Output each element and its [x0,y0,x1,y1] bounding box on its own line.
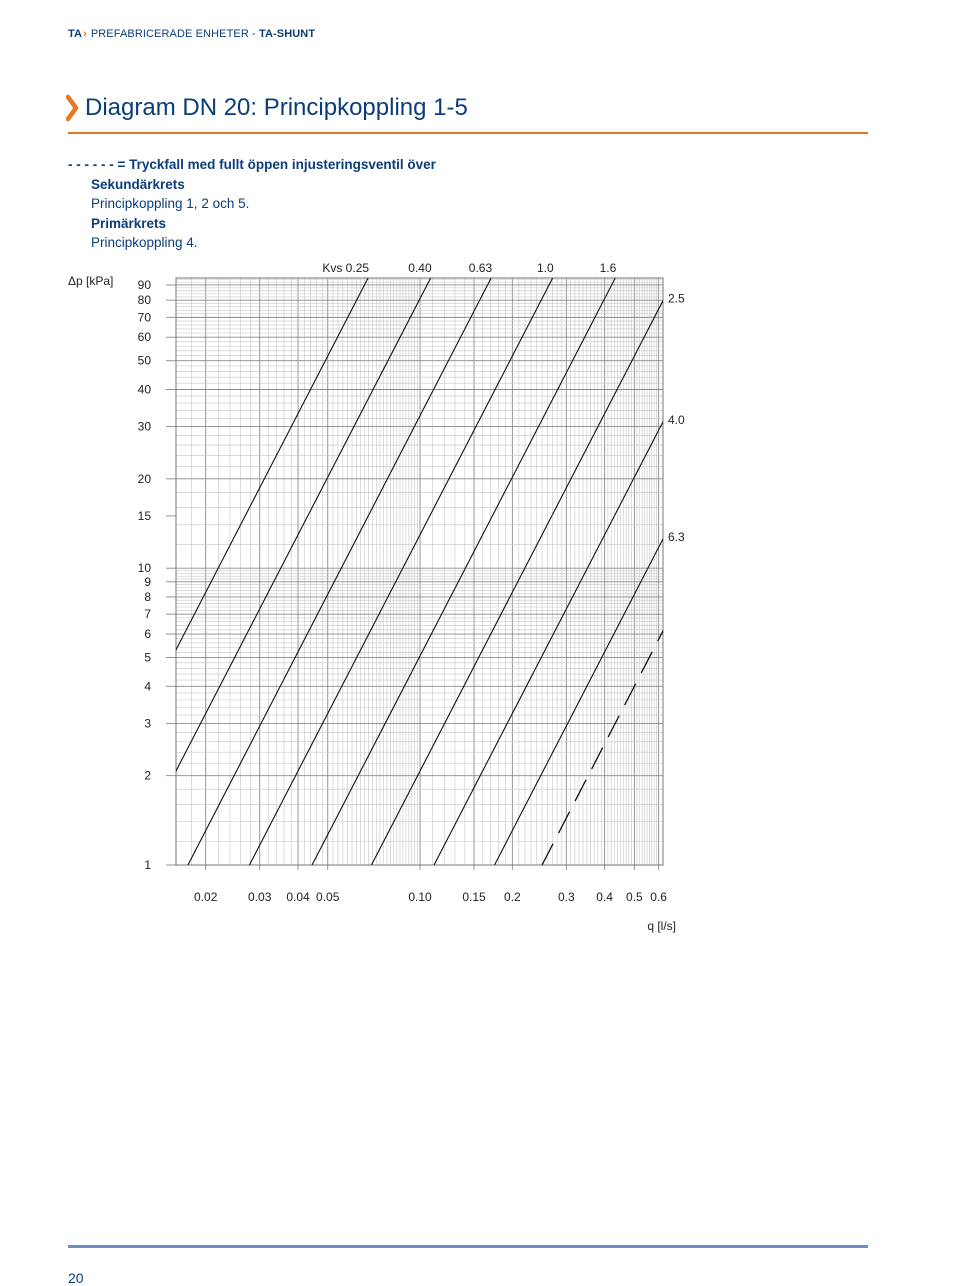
y-tick-label: 90 [137,277,151,292]
page-number: 20 [68,1270,84,1286]
x-tick-label: 0.3 [557,890,575,904]
y-tick-label: 9 [144,574,151,589]
secondary-text: Principkoppling 1, 2 och 5. [91,196,250,211]
secondary-heading: Sekundärkrets [91,176,185,192]
dashed-line-legend: - - - - - - = Tryckfall med fullt öppen injusteringsventil över [68,157,436,172]
page-title: Diagram DN 20: Principkoppling 1-5 [85,94,468,121]
primary-heading: Primärkrets [91,215,167,231]
y-tick-label: 80 [137,293,151,308]
brand-logo: TA [68,28,83,40]
x-tick-label: 0.15 [462,890,486,904]
header-product: TA-SHUNT [258,28,316,40]
y-tick-label: 1 [144,858,151,872]
kvs-label: 4.0 [668,412,685,427]
x-tick-label: 0.05 [316,890,340,904]
y-tick-label: 60 [137,330,151,345]
kvs-label: 0.40 [408,261,432,275]
y-tick-label: 5 [144,650,151,665]
kvs-label: 1.6 [599,261,617,275]
y-tick-label: 6 [144,627,151,642]
x-tick-label: 0.5 [626,890,643,904]
y-tick-label: 3 [144,716,151,731]
kvs-label: 1.0 [536,261,554,275]
y-tick-label: 2 [144,768,151,783]
y-axis-label: Δp [kPa] [68,274,114,288]
y-tick-label: 4 [144,679,151,694]
y-tick-label: 10 [137,561,151,576]
x-tick-label: 0.04 [286,890,310,904]
y-tick-label: 15 [137,508,151,523]
x-axis-label: q [l/s] [647,919,676,933]
kvs-label: 0.63 [468,261,493,275]
x-tick-label: 0.2 [503,890,521,904]
chevron-right-icon: › [83,28,87,40]
kvs-label: 6.3 [668,529,685,544]
header-section: PREFABRICERADE ENHETER - [90,28,256,40]
kvs-label: 2.5 [668,291,685,306]
primary-text: Principkoppling 4. [91,235,198,250]
y-tick-label: 70 [137,310,151,325]
y-tick-label: 30 [137,419,151,434]
y-tick-label: 50 [137,353,151,368]
x-tick-label: 0.03 [248,890,272,904]
x-tick-label: 0.10 [408,890,432,904]
x-tick-label: 0.6 [650,890,667,904]
footer-rule [68,1245,868,1248]
x-tick-label: 0.02 [194,890,218,904]
x-tick-label: 0.4 [596,890,613,904]
kvs-label: Kvs 0.25 [322,261,370,275]
y-tick-label: 20 [137,471,151,486]
y-tick-label: 7 [144,607,151,622]
y-tick-label: 40 [137,382,151,397]
y-tick-label: 8 [144,589,151,604]
